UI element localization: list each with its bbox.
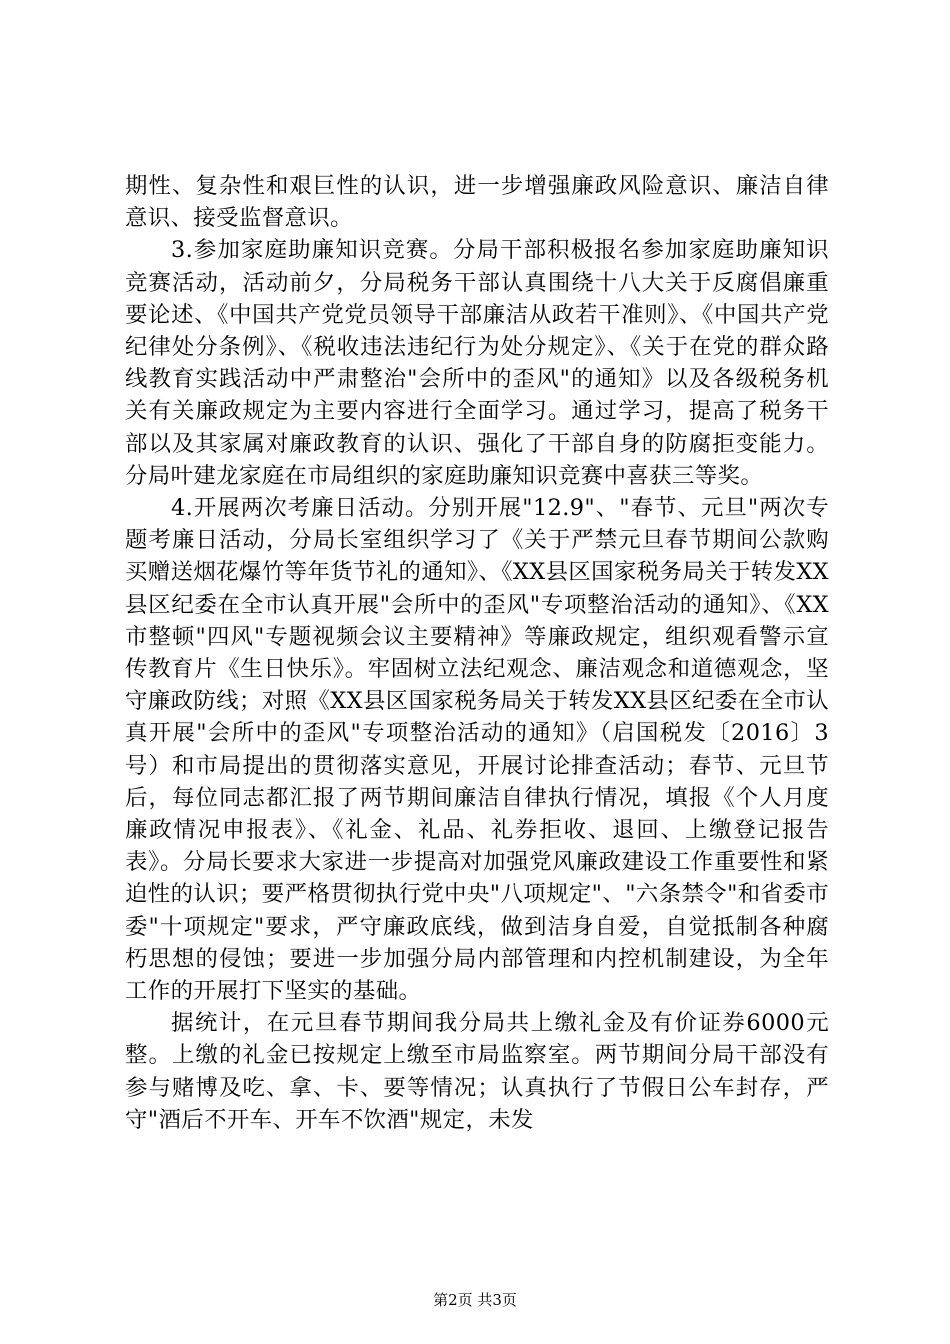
paragraph-statistics: 据统计，在元旦春节期间我分局共上缴礼金及有价证券6000元整。上缴的礼金已按规定上缴至市局监察室。两节期间分局干部没有参与赌博及吃、拿、卡、要等情况；认真执行了节假日公车封存，严守"酒后不开车、开车不饮酒"规定，未发 [125, 1010, 829, 1133]
document-body [125, 170, 829, 1136]
paragraph-integrity-day: 4.开展两次考廉日活动。分别开展"12.9"、"春节、元旦"两次专题考廉日活动，分局长室组织学习了《关于严禁元旦春节期间公款购买赠送烟花爆竹等年货节礼的通知》、《XX县区国家税务局关于转发XX县区纪委在全市认真开展"会所中的歪风"专项整治活动的通知》、《XX市整顿"四风"专题视频会议主要精神》等廉政规定，组织观看警示宣传教育片《生日快乐》。牢固树立法纪观念、廉洁观念和道德观念，坚守廉政防线；对照《XX县区国家税务局关于转发XX县区纪委在全市认真开展"会所中的歪风"专项整治活动的通知》（启国税发〔2016〕3号）和市局提出的贯彻落实意见，开展讨论排查活动；春节、元旦节后，每位同志都汇报了两节期间廉洁自律执行情况，填报《个人月度廉政情况申报表》、《礼金、礼品、礼券拒收、退回、上缴登记报告表》。分局长要求大家进一步提高对加强党风廉政建设工作重要性和紧迫性的认识；要严格贯彻执行党中央"八项规定"、"六条禁令"和省委市委"十项规定"要求，严守廉政底线，做到洁身自爱，自觉抵制各种腐朽思想的侵蚀；要进一步加强分局内部管理和内控机制建设，为全年工作的开展打下坚实的基础。 [125, 495, 829, 1005]
paragraph-continuation: 期性、复杂性和艰巨性的认识，进一步增强廉政风险意识、廉洁自律意识、接受监督意识。 [125, 173, 829, 232]
paragraph-family-quiz: 3.参加家庭助廉知识竞赛。分局干部积极报名参加家庭助廉知识竞赛活动，活动前夕，分局税务干部认真围绕十八大关于反腐倡廉重要论述、《中国共产党党员领导干部廉洁从政若干准则》、《中国共产党纪律处分条例》、《税收违法违纪行为处分规定》、《关于在党的群众路线教育实践活动中严肃整治"会所中的歪风"的通知》以及各级税务机关有关廉政规定为主要内容进行全面学习。通过学习，提高了税务干部以及其家属对廉政教育的认识、强化了干部自身的防腐拒变能力。分局叶建龙家庭在市局组织的家庭助廉知识竞赛中喜获三等奖。 [125, 237, 829, 489]
page-footer: 第2页 共3页 [433, 1291, 517, 1309]
